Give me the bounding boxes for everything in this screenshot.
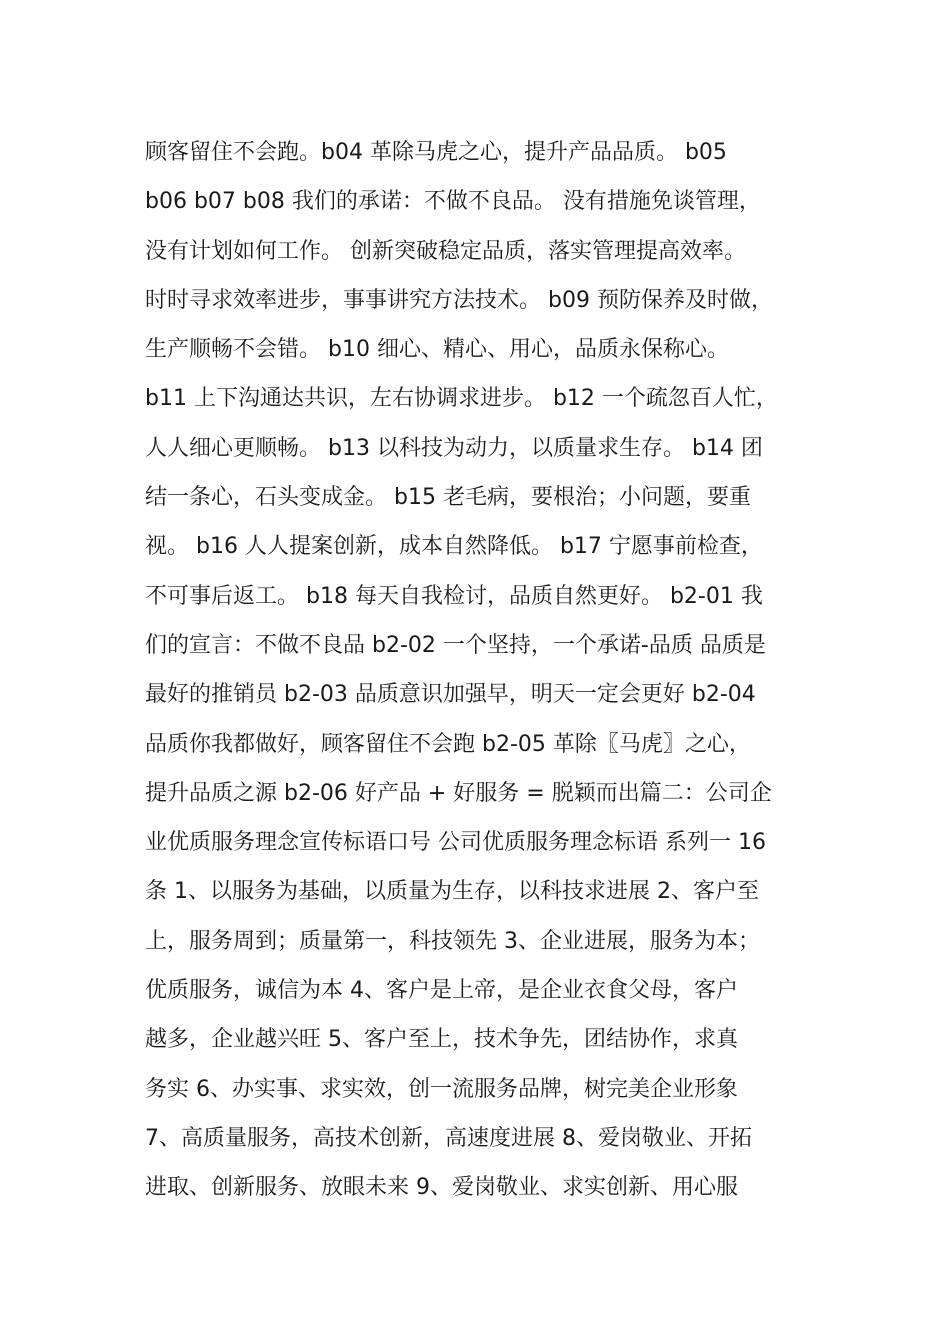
text-line: 越多，企业越兴旺 5、客户至上，技术争先，团结协作，求真 bbox=[145, 1027, 738, 1053]
text-line: 时时寻求效率进步，事事讲究方法技术。 b09 预防保养及时做， bbox=[145, 287, 773, 313]
text-line: 视。 b16 人人提案创新，成本自然降低。 b17 宁愿事前检查， bbox=[145, 534, 763, 560]
text-line: 务实 6、办实事、求实效，创一流服务品牌，树完美企业形象 bbox=[145, 1076, 738, 1102]
text-line: 提升品质之源 b2-06 好产品 + 好服务 = 脱颖而出篇二：公司企 bbox=[145, 780, 772, 806]
text-line: 上，服务周到；质量第一，科技领先 3、企业进展，服务为本； bbox=[145, 928, 760, 954]
text-line: 条 1、以服务为基础，以质量为生存，以科技求进展 2、客户至 bbox=[145, 879, 759, 905]
text-line: 业优质服务理念宣传标语口号 公司优质服务理念标语 系列一 16 bbox=[145, 830, 766, 856]
text-line: 们的宣言：不做不良品 b2-02 一个坚持，一个承诺-品质 品质是 bbox=[145, 632, 766, 658]
text-line: 结一条心，石头变成金。 b15 老毛病，要根治；小问题，要重 bbox=[145, 485, 751, 511]
text-line: 没有计划如何工作。 创新突破稳定品质，落实管理提高效率。 bbox=[145, 238, 746, 264]
text-line: 人人细心更顺畅。 b13 以科技为动力，以质量求生存。 b14 团 bbox=[145, 435, 763, 461]
text-line: b11 上下沟通达共识，左右协调求进步。 b12 一个疏忽百人忙， bbox=[145, 386, 778, 412]
text-line: 生产顺畅不会错。 b10 细心、精心、用心，品质永保称心。 bbox=[145, 337, 729, 363]
text-line: 7、高质量服务，高技术创新，高速度进展 8、爱岗敬业、开拓 bbox=[145, 1125, 752, 1151]
body-text bbox=[145, 128, 825, 1213]
text-line: 最好的推销员 b2-03 品质意识加强早，明天一定会更好 b2-04 bbox=[145, 682, 756, 708]
text-line: 优质服务，诚信为本 4、客户是上帝，是企业衣食父母，客户 bbox=[145, 978, 738, 1004]
text-line: 品质你我都做好，顾客留住不会跑 b2-05 革除〖马虎〗之心， bbox=[145, 731, 751, 757]
text-line: 不可事后返工。 b18 每天自我检讨，品质自然更好。 b2-01 我 bbox=[145, 583, 763, 609]
text-line: b06 b07 b08 我们的承诺：不做不良品。 没有措施免谈管理， bbox=[145, 189, 761, 215]
text-line: 顾客留住不会跑。b04 革除马虎之心，提升产品品质。 b05 bbox=[145, 140, 727, 165]
text-line: 进取、创新服务、放眼未来 9、爱岗敬业、求实创新、用心服 bbox=[145, 1175, 738, 1201]
